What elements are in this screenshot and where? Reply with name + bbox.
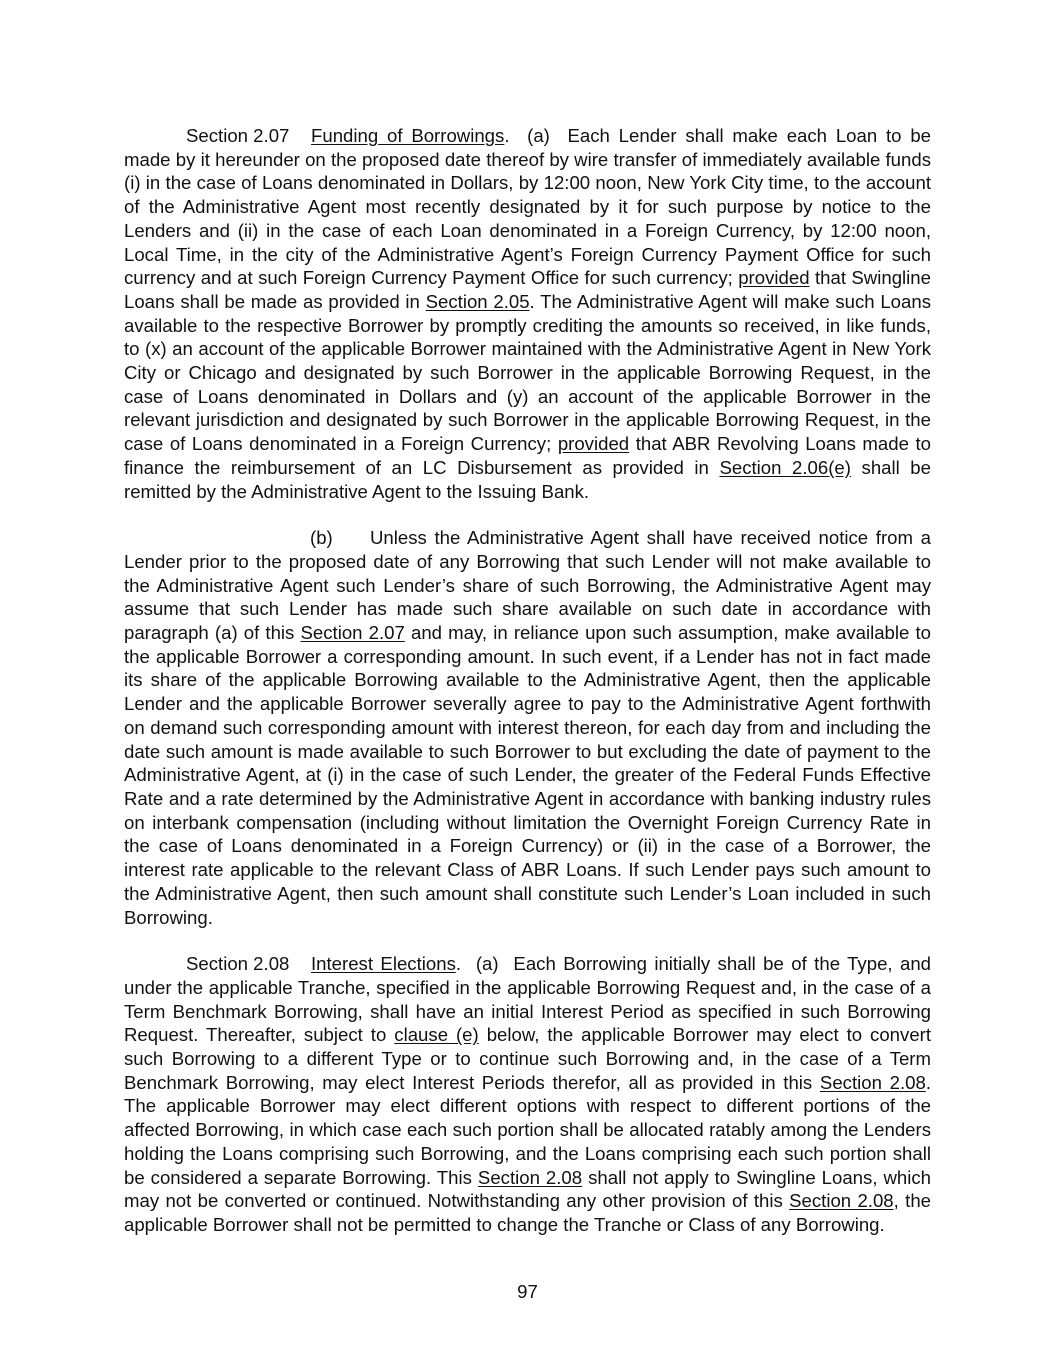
section-number: Section 2.07 bbox=[186, 125, 290, 146]
section-2-08-paragraph-a: Section 2.08 Interest Elections. (a) Each Borrowing initially shall be of the Type, and under the applicable Tranche, specified in the applicable Borrowing Request and, in the case of a Term Benchmark Borrowing, shall have an initial Interest Period as specified in such Borrowing Request. Thereafter, subject to clause (e) below, the applicable Borrower may elect to convert such Borrowing to a different Type or to continue such Borrowing and, in the case of a Term Benchmark Borrowing, may elect Interest Periods therefor, all as provided in this Section 2.08. The applicable Borrower may elect different options with respect to different portions of the affected Borrowing, in which case each such portion shall be allocated ratably among the Lenders holding the Loans comprising such Borrowing, and the Loans comprising each such portion shall be considered a separate Borrowing. This Section 2.08 shall not apply to Swingline Loans, which may not be converted or continued. Notwithstanding any other provision of this Section 2.08, the applicable Borrower shall not be permitted to change the Tranche or Class of any Borrowing. bbox=[124, 953, 932, 1235]
paragraph-text: shall not apply to Swingline Loans, which may not be converted or continued. Notwithstanding any other provision of this bbox=[124, 1166, 932, 1212]
cross-reference: Section 2.07 bbox=[300, 622, 405, 644]
cross-reference: Section 2.06(e) bbox=[719, 456, 851, 478]
paragraph-text: , the applicable Borrower shall not be permitted to change the Tranche or Class of any Borrowing. bbox=[124, 1190, 931, 1235]
provided-term: provided bbox=[738, 267, 810, 289]
section-title: Funding of Borrowings bbox=[311, 125, 505, 146]
paragraph-label: (a) bbox=[527, 125, 550, 146]
section-2-07-paragraph-a: Section 2.07 Funding of Borrowings. (a) Each Lender shall make each Loan to be made by it hereunder on the proposed date thereof by wire transfer of immediately available funds (i) in the case of Loans denominated in Dollars, by 12:00 noon, New York City time, to the account of the Administrative Agent most recently designated by it for such purpose by notice to the Lenders and (ii) in the case of each Loan denominated in a Foreign Currency, by 12:00 noon, Local Time, in the city of the Administrative Agent’s Foreign Currency Payment Office for such currency and at such Foreign Currency Payment Office for such currency; provided that Swingline Loans shall be made as provided in Section 2.05. The Administrative Agent will make such Loans available to the respective Borrower by promptly crediting the amounts so received, in like funds, to (x) an account of the applicable Borrower maintained with the Administrative Agent in New York City or Chicago and designated by such Borrower in the applicable Borrowing Request, in the case of Loans denominated in Dollars and (y) an account of the applicable Borrower in the relevant jurisdiction and designated by such Borrower in the applicable Borrowing Request, in the case of Loans denominated in a Foreign Currency; provided that ABR Revolving Loans made to finance the reimbursement of an LC Disbursement as provided in Section 2.06(e) shall be remitted by the Administrative Agent to the Issuing Bank. bbox=[124, 125, 932, 502]
paragraph-label: (a) bbox=[475, 953, 499, 975]
cross-reference: Section 2.05 bbox=[425, 290, 530, 312]
paragraph-text: . The Administrative Agent will make such Loans available to the respective Borrower by promptly crediting the amounts so received, in like funds, to (x) an account of the applicable Borrower maintained with the Administrative Agent in New York City or Chicago and designated by such Borrower in the applicable Borrowing Request, in the case of Loans denominated in Dollars and (y) an account of the applicable Borrower in the relevant jurisdiction and designated by such Borrower in the applicable Borrowing Request, in the case of Loans denominated in a Foreign Currency; bbox=[124, 290, 932, 455]
provided-term: provided bbox=[557, 433, 630, 455]
document-body bbox=[124, 124, 931, 1237]
cross-reference: Section 2.08 bbox=[477, 1166, 583, 1188]
paragraph-text: Each Lender shall make each Loan to be made by it hereunder on the proposed date thereof by wire transfer of immediately available funds (i) in the case of Loans denominated in Dollars, by 12:00 noon, New York City time, to the account of the Administrative Agent most recently designated by it for such purpose by notice to the Lenders and (ii) in the case of each Loan denominated in a Foreign Currency, by 12:00 noon, Local Time, in the city of the Administrative Agent’s Foreign Currency Payment Office for such currency and at such Foreign Currency Payment Office for such currency; bbox=[124, 125, 931, 289]
cross-reference: Section 2.08 bbox=[789, 1190, 894, 1212]
paragraph-text: . The applicable Borrower may elect different options with respect to different portions of the affected Borrowing, in which case each such portion shall be allocated ratably among the Lenders holding the Loans comprising such Borrowing, and the Loans comprising each such portion shall be considered a separate Borrowing. This bbox=[124, 1071, 931, 1188]
page-number: 97 bbox=[517, 1281, 538, 1302]
cross-reference: clause (e) bbox=[394, 1024, 479, 1046]
paragraph-text: Each Borrowing initially shall be of the Type, and under the applicable Tranche, specified in the applicable Borrowing Request and, in the case of a Term Benchmark Borrowing, shall have an initial Interest Period as specified in such Borrowing Request. Thereafter, subject to bbox=[124, 953, 932, 1046]
paragraph-label: (b) bbox=[310, 527, 333, 549]
section-title: Interest Elections bbox=[311, 953, 456, 975]
paragraph-text: that Swingline Loans shall be made as provided in bbox=[124, 267, 931, 312]
section-2-07-paragraph-b bbox=[124, 526, 931, 929]
paragraph-text: Unless the Administrative Agent shall have received notice from a Lender prior to the proposed date of any Borrowing that such Lender will not make available to the Administrative Agent such Lender’s share of such Borrowing, the Administrative Agent may assume that such Lender has made such share available on such date in accordance with paragraph (a) of this bbox=[124, 527, 931, 644]
paragraph-text: below, the applicable Borrower may elect to convert such Borrowing to a different Type or to continue such Borrowing and, in the case of a Term Benchmark Borrowing, may elect Interest Periods therefor, all as provided in this bbox=[124, 1024, 932, 1093]
cross-reference: Section 2.08 bbox=[819, 1071, 926, 1093]
paragraph-text: and may, in reliance upon such assumption, make available to the applicable Borrower a corresponding amount. In such event, if a Lender has not in fact made its share of the applicable Borrowing available to the Administrative Agent, then the applicable Lender and the applicable Borrower severally agree to pay to the Administrative Agent forthwith on demand such corresponding amount with interest thereon, for each day from and including the date such amount is made available to such Borrower to but excluding the date of payment to the Administrative Agent, at (i) in the case of such Lender, the greater of the Federal Funds Effective Rate and a rate determined by the Administrative Agent in accordance with banking industry rules on interbank compensation (including without limitation the Overnight Foreign Currency Rate in the case of Loans denominated in a Foreign Currency) or (ii) in the case of a Borrower, the interest rate applicable to the relevant Class of ABR Loans. If such Lender pays such amount to the Administrative Agent, then such amount shall constitute such Lender’s Loan included in such Borrowing. bbox=[124, 622, 932, 928]
paragraph-text: shall be remitted by the Administrative Agent to the Issuing Bank. bbox=[124, 456, 931, 502]
section-number: Section 2.08 bbox=[186, 953, 290, 975]
paragraph-text: that ABR Revolving Loans made to finance the reimbursement of an LC Disbursement as provided in bbox=[124, 433, 931, 478]
